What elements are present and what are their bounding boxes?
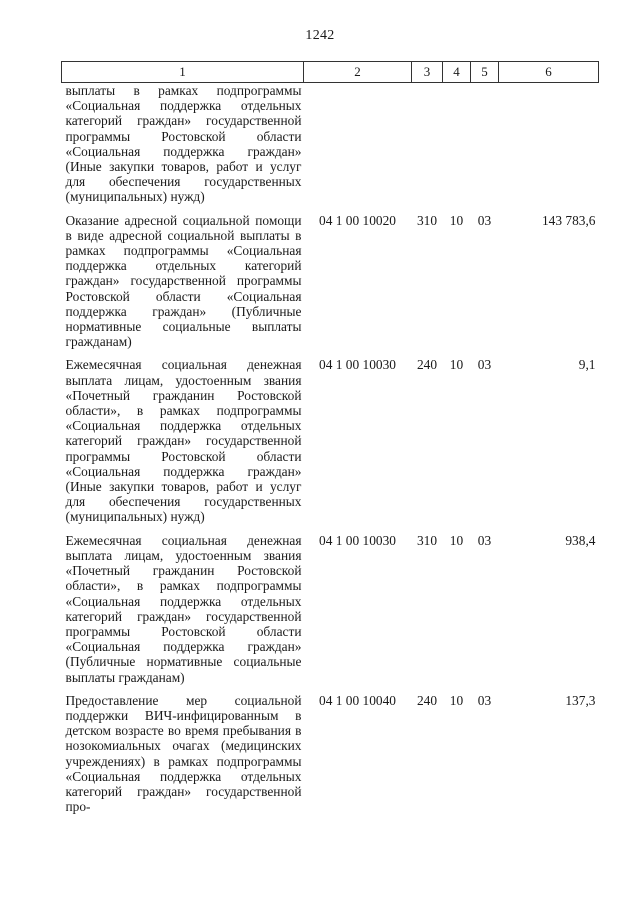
table-row — [62, 533, 599, 685]
row-subsection: 03 — [477, 692, 492, 708]
row-section: 10 — [449, 532, 464, 548]
table-row — [62, 213, 599, 350]
page-number: 1242 — [305, 28, 335, 43]
budget-table-container — [61, 61, 598, 814]
row-description: Ежемесячная социальная денежная выплата лицам, удостоенным звания «Почетный гражданин Ростовской области», в рамках подпрограммы «Социальная поддержка отдельных категорий граждан» государственной программы Ростовской области «Социальная поддержка граждан» (Иные закупки товаров, работ и услуг для обеспечения государственных (муниципальных) нужд) — [65, 357, 302, 525]
row-subsection — [471, 83, 499, 205]
row-spacer — [62, 349, 599, 357]
budget-table — [61, 61, 599, 814]
row-program-code: 04 1 00 10030 — [319, 532, 396, 548]
row-subsection: 03 — [477, 212, 492, 228]
row-section: 10 — [449, 212, 464, 228]
row-spacer — [62, 685, 599, 693]
row-amount: 137,3 — [565, 692, 596, 708]
row-amount — [499, 83, 599, 205]
column-header-1: 1 — [62, 62, 304, 83]
row-section: 10 — [449, 357, 464, 373]
row-section — [443, 83, 471, 205]
column-header-3: 3 — [412, 62, 443, 83]
row-section: 10 — [449, 692, 464, 708]
row-amount: 9,1 — [578, 357, 596, 373]
row-description: выплаты в рамках подпрограммы «Социальная поддержка отдельных категорий граждан» государственной программы Ростовской области «Социальная поддержка граждан» (Иные закупки товаров, работ и услуг для обеспечения государственных (муниципальных) нужд) — [65, 83, 302, 205]
row-description: Предоставление мер социальной поддержки ВИЧ-инфицированным в детском возрасте во время пребывания в нозокомиальных очагах (медицинских учреждениях) в рамках подпрограммы «Социальная поддержка отдельных категорий граждан» государственной про- — [65, 692, 302, 815]
row-spacer — [62, 525, 599, 533]
table-header-row — [62, 62, 599, 83]
column-header-6: 6 — [499, 62, 599, 83]
row-program-code: 04 1 00 10040 — [319, 692, 396, 708]
column-header-2: 2 — [304, 62, 412, 83]
row-expense-type: 240 — [416, 357, 438, 373]
row-amount: 143 783,6 — [541, 212, 596, 228]
row-program-code: 04 1 00 10030 — [319, 357, 396, 373]
row-subsection: 03 — [477, 357, 492, 373]
row-description: Ежемесячная социальная денежная выплата лицам, удостоенным звания «Почетный гражданин Ростовской области», в рамках подпрограммы «Социальная поддержка отдельных категорий граждан» государственной программы Ростовской области «Социальная поддержка граждан» (Публичные нормативные социальные выплаты гражданам) — [65, 532, 302, 685]
row-expense-type — [412, 83, 443, 205]
table-row — [62, 83, 599, 205]
column-header-4: 4 — [443, 62, 471, 83]
row-spacer — [62, 205, 599, 213]
row-subsection: 03 — [477, 532, 492, 548]
row-expense-type: 310 — [416, 532, 438, 548]
row-amount: 938,4 — [565, 532, 596, 548]
column-header-5: 5 — [471, 62, 499, 83]
table-row — [62, 357, 599, 524]
row-expense-type: 240 — [416, 692, 438, 708]
row-description: Оказание адресной социальной помощи в виде адресной социальной выплаты в рамках подпрограммы «Социальная поддержка отдельных категорий граждан» государственной программы Ростовской области «Социальная поддержка граждан» (Публичные нормативные социальные выплаты гражданам) — [65, 212, 302, 350]
row-program-code — [304, 83, 412, 205]
table-row — [62, 693, 599, 815]
row-program-code: 04 1 00 10020 — [319, 212, 396, 228]
row-expense-type: 310 — [416, 212, 438, 228]
